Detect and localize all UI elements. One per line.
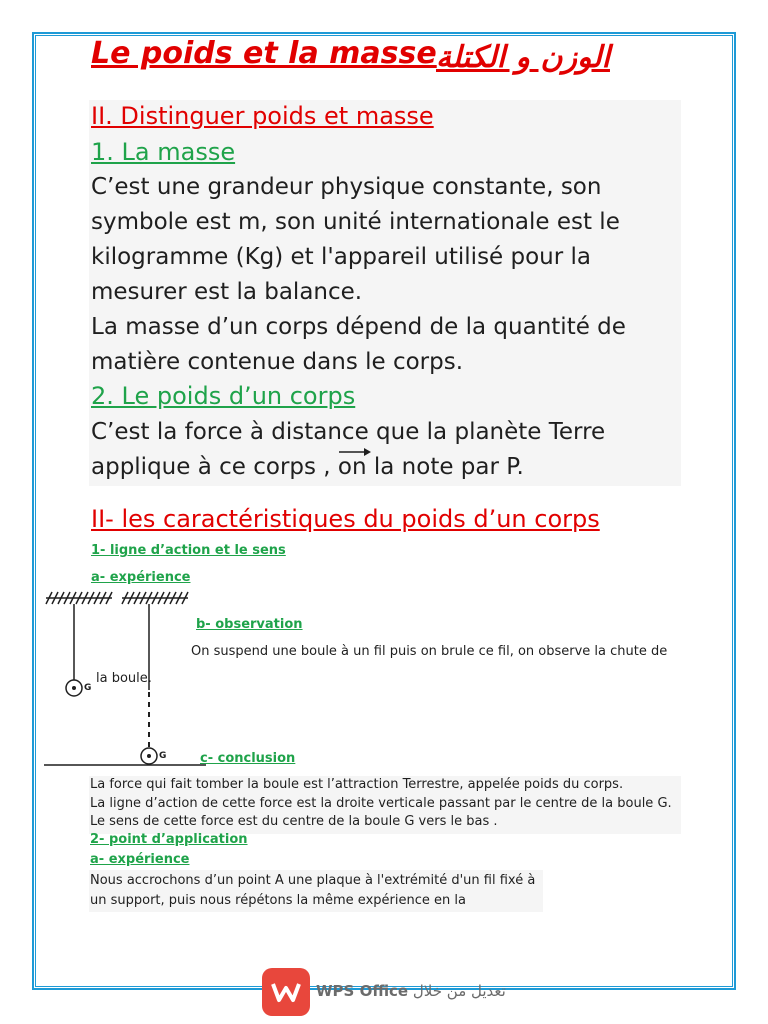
vector-arrow-icon [338, 446, 372, 458]
conclusion-line-2: La ligne d’action de cette force est la droite verticale passant par le centre de la boule G. [90, 796, 672, 811]
wps-logo-icon [262, 968, 310, 1016]
poids-line-2: applique à ce corps , on la note par P. [91, 454, 524, 480]
conclusion-line-1: La force qui fait tomber la boule est l’attraction Terrestre, appelée poids du corps. [90, 777, 624, 792]
poids-line-1: C’est la force à distance que la planète Terre [91, 419, 606, 445]
observation-label: b- observation [196, 617, 303, 632]
masse-line-4: mesurer est la balance. [91, 279, 363, 305]
masse-line-3: kilogramme (Kg) et l'appareil utilisé pour la [91, 244, 592, 270]
wps-watermark-text [316, 982, 506, 1000]
experience-label: a- expérience [91, 570, 191, 585]
title-arabic: الوزن و الكتلة [436, 40, 610, 75]
masse-heading: 1. La masse [91, 138, 236, 166]
g-label-2: G [159, 751, 167, 761]
conclusion-label: c- conclusion [200, 751, 296, 766]
experience2-line-1: Nous accrochons d’un point A une plaque à l'extrémité d'un fil fixé à [90, 873, 536, 888]
experience2-label: a- expérience [90, 852, 190, 867]
conclusion-line-3: Le sens de cette force est du centre de la boule G vers le bas . [90, 814, 498, 829]
masse-line-6: matière contenue dans le corps. [91, 349, 464, 375]
section2-heading: II- les caractéristiques du poids d’un corps [91, 505, 600, 533]
masse-line-2: symbole est m, son unité internationale est le [91, 209, 620, 235]
experience2-line-2: un support, puis nous répétons la même expérience en la [90, 893, 466, 908]
g-label-1: G [84, 683, 92, 693]
masse-line-5: La masse d’un corps dépend de la quantité de [91, 314, 626, 340]
observation-text-cont: la boule. [96, 671, 152, 686]
masse-line-1: C’est une grandeur physique constante, son [91, 174, 602, 200]
wps-arabic: تعديل من خلال [412, 982, 506, 1000]
poids-heading: 2. Le poids d’un corps [91, 382, 356, 410]
point-application-heading: 2- point d’application [90, 832, 248, 847]
observation-text: On suspend une boule à un fil puis on brule ce fil, on observe la chute de [191, 644, 668, 659]
wps-brand: WPS Office [316, 982, 409, 1000]
section1-heading: II. Distinguer poids et masse [91, 102, 434, 130]
ligne-action-heading: 1- ligne d’action et le sens [91, 543, 286, 558]
title-french: Le poids et la masse [91, 36, 437, 71]
